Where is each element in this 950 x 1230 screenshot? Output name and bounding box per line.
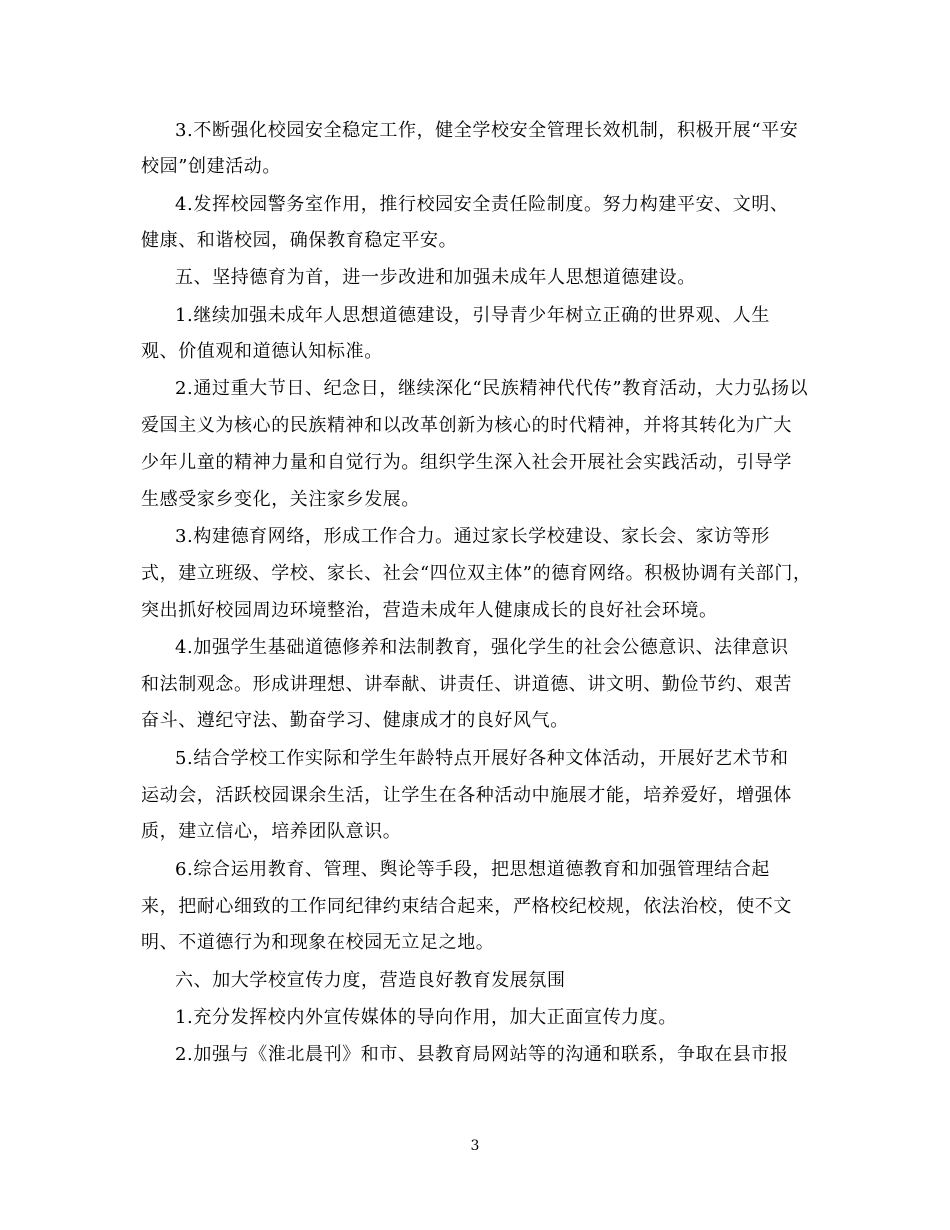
text-line: 校园”创建活动。 — [141, 156, 282, 177]
text-line: 1.充分发挥校内外宣传媒体的导向作用，加大正面宣传力度。 — [175, 1007, 677, 1028]
text-line: 2.加强与《淮北晨刊》和市、县教育局网站等的沟通和联系，争取在县市报 — [175, 1044, 789, 1065]
section-heading: 六、加大学校宣传力度，营造良好教育发展氛围 — [175, 970, 566, 991]
page-number: 3 — [470, 1138, 480, 1154]
text-line: 1.继续加强未成年人思想道德建设，引导青少年树立正确的世界观、人生 — [175, 305, 770, 326]
text-line: 明、不道德行为和现象在校园无立足之地。 — [141, 932, 495, 953]
text-line: 3.构建德育网络，形成工作合力。通过家长学校建设、家长会、家访等形 — [175, 526, 770, 547]
section-heading: 五、坚持德育为首，进一步改进和加强未成年人思想道德建设。 — [175, 267, 696, 288]
text-line: 质，建立信心，培养团队意识。 — [141, 821, 402, 842]
text-line: 3.不断强化校园安全稳定工作，健全学校安全管理长效机制，积极开展“平安 — [175, 120, 799, 141]
text-line: 少年儿童的精神力量和自觉行为。组织学生深入社会开展社会实践活动，引导学 — [141, 452, 792, 473]
text-line: 式，建立班级、学校、家长、社会“四位双主体”的德育网络。积极协调有关部门， — [141, 563, 812, 584]
text-line: 4.加强学生基础道德修养和法制教育，强化学生的社会公德意识、法律意识 — [175, 637, 789, 658]
text-line: 4.发挥校园警务室作用，推行校园安全责任险制度。努力构建平安、文明、 — [175, 194, 789, 215]
text-line: 来，把耐心细致的工作同纪律约束结合起来，严格校纪校规，依法治校，使不文 — [141, 896, 792, 917]
text-line: 生感受家乡变化，关注家乡发展。 — [141, 489, 420, 510]
text-line: 观、价值观和道德认知标准。 — [141, 341, 383, 362]
text-line: 奋斗、遵纪守法、勤奋学习、健康成才的良好风气。 — [141, 710, 569, 731]
text-line: 突出抓好校园周边环境整治，营造未成年人健康成长的良好社会环境。 — [141, 600, 718, 621]
text-line: 2.通过重大节日、纪念日，继续深化“民族精神代代传”教育活动，大力弘扬以 — [175, 378, 809, 399]
text-line: 运动会，活跃校园课余生活，让学生在各种活动中施展才能，培养爱好，增强体 — [141, 785, 792, 806]
text-line: 和法制观念。形成讲理想、讲奉献、讲责任、讲道德、讲文明、勤俭节约、艰苦 — [141, 674, 792, 695]
text-line: 健康、和谐校园，确保教育稳定平安。 — [141, 230, 458, 251]
text-line: 5.结合学校工作实际和学生年龄特点开展好各种文体活动，开展好艺术节和 — [175, 748, 789, 769]
text-line: 爱国主义为核心的民族精神和以改革创新为核心的时代精神，并将其转化为广大 — [141, 415, 792, 436]
text-line: 6.综合运用教育、管理、舆论等手段，把思想道德教育和加强管理结合起 — [175, 859, 770, 880]
